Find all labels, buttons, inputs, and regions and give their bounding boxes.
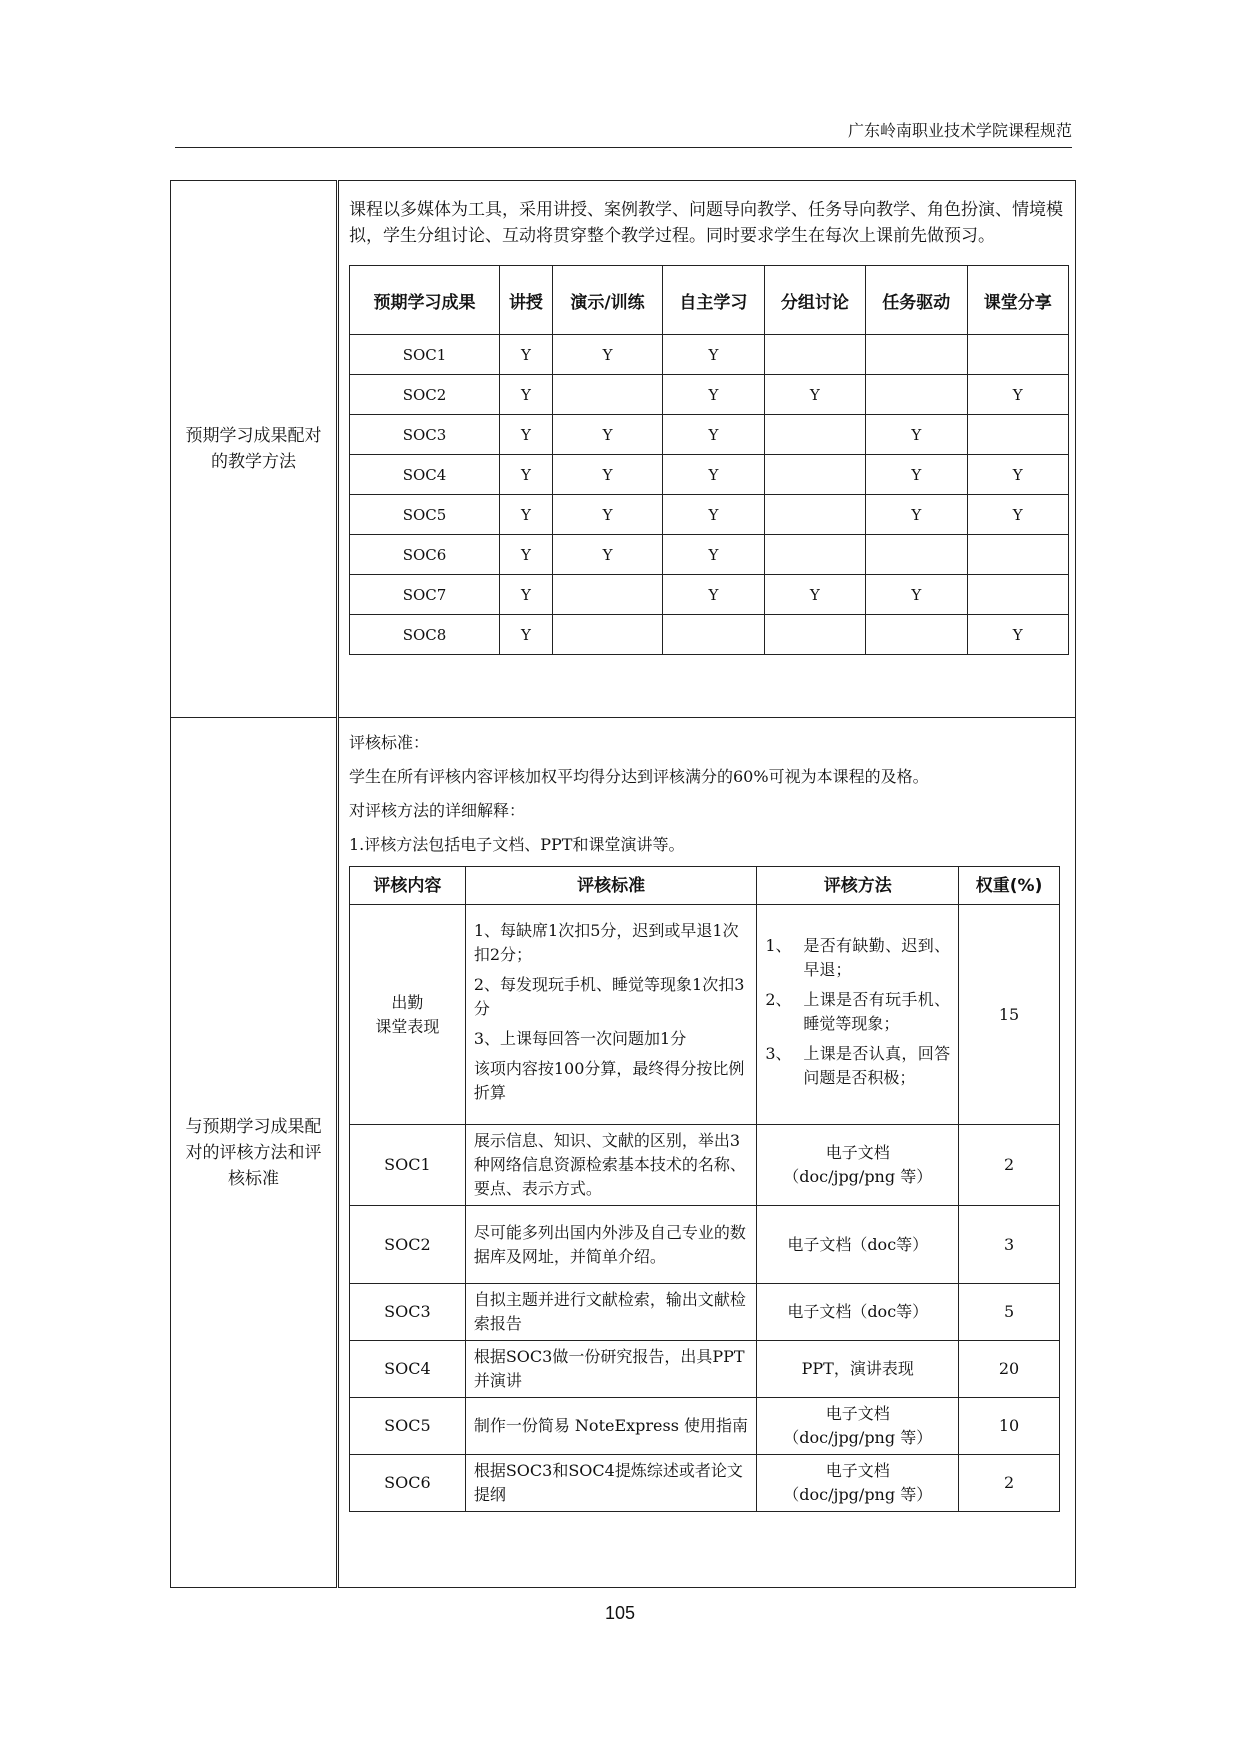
- soc-methods-row: [350, 415, 1069, 455]
- teaching-methods-row: [171, 181, 1076, 718]
- soc-method-mark-cell: Y: [967, 375, 1068, 415]
- soc-methods-column-header: 自主学习: [663, 266, 764, 335]
- soc-method-mark-cell: Y: [500, 375, 553, 415]
- soc-method-mark-cell: [663, 615, 764, 655]
- soc-method-mark-cell: Y: [866, 575, 967, 615]
- assessment-weight-cell: 3: [959, 1206, 1060, 1284]
- soc-method-mark-cell: Y: [663, 375, 764, 415]
- soc-methods-column-header: 课堂分享: [967, 266, 1068, 335]
- assessment-table: [349, 866, 1060, 1512]
- assessment-method-cell: [757, 1398, 959, 1455]
- assessment-content-cell: SOC1: [350, 1125, 466, 1206]
- attendance-row: [350, 905, 1060, 1125]
- soc-method-mark-cell: [552, 375, 662, 415]
- soc-methods-column-header: 任务驱动: [866, 266, 967, 335]
- assessment-content-cell: SOC3: [350, 1284, 466, 1341]
- teaching-intro: 课程以多媒体为工具，采用讲授、案例教学、问题导向教学、任务导向教学、角色扮演、情境模拟，学生分组讨论、互动将贯穿整个教学过程。同时要求学生在每次上课前先做预习。: [349, 200, 1063, 246]
- assessment-method-line: （doc/jpg/png 等）: [783, 1485, 933, 1504]
- assessment-weight-cell: 10: [959, 1398, 1060, 1455]
- attendance-standard-item: 该项内容按100分算，最终得分按比例折算: [473, 1058, 745, 1102]
- assessment-method-line: PPT，演讲表现: [801, 1359, 914, 1378]
- class-performance-label: 课堂表现: [375, 1016, 440, 1036]
- soc-method-mark-cell: Y: [967, 615, 1068, 655]
- assessment-label: 与预期学习成果配对的评核方法和评核标准: [185, 1116, 322, 1189]
- soc-method-mark-cell: [967, 575, 1068, 615]
- assessment-row-item: [350, 1206, 1060, 1284]
- soc-label-cell: SOC3: [350, 415, 500, 455]
- soc-method-mark-cell: Y: [663, 415, 764, 455]
- method-explanation-heading: 对评核方法的详细解释：: [349, 801, 526, 820]
- assessment-content-cell: SOC4: [350, 1341, 466, 1398]
- assessment-row: [171, 718, 1076, 1588]
- soc-method-mark-cell: Y: [764, 375, 865, 415]
- attendance-weight: 15: [959, 905, 1060, 1125]
- soc-method-mark-cell: Y: [552, 535, 662, 575]
- pass-criteria-text: 学生在所有评核内容评核加权平均得分达到评核满分的60%可视为本课程的及格。: [349, 767, 929, 786]
- attendance-label: 出勤: [391, 992, 424, 1012]
- page-number: 105: [604, 1603, 636, 1623]
- assessment-row-item: [350, 1341, 1060, 1398]
- assessment-row-item: [350, 1125, 1060, 1206]
- soc-methods-column-header: 讲授: [500, 266, 553, 335]
- soc-method-mark-cell: [967, 335, 1068, 375]
- soc-method-mark-cell: [967, 415, 1068, 455]
- soc-method-mark-cell: [764, 495, 865, 535]
- soc-label-cell: SOC5: [350, 495, 500, 535]
- soc-method-mark-cell: [764, 335, 865, 375]
- soc-label-cell: SOC8: [350, 615, 500, 655]
- soc-methods-column-header: 分组讨论: [764, 266, 865, 335]
- assessment-standard-cell: 制作一份简易 NoteExpress 使用指南: [465, 1398, 757, 1455]
- assessment-standard-cell: 根据SOC3和SOC4提炼综述或者论文提纲: [465, 1455, 757, 1512]
- assessment-content: [338, 718, 1076, 1588]
- soc-method-mark-cell: Y: [500, 415, 553, 455]
- soc-method-mark-cell: [866, 335, 967, 375]
- soc-method-mark-cell: Y: [663, 335, 764, 375]
- teaching-methods-label-cell: [171, 181, 338, 718]
- soc-methods-row: [350, 535, 1069, 575]
- assessment-weight-cell: 5: [959, 1284, 1060, 1341]
- assessment-method-cell: [757, 1125, 959, 1206]
- assessment-weight-cell: 2: [959, 1455, 1060, 1512]
- assessment-standard-cell: 尽可能多列出国内外涉及自己专业的数据库及网址，并简单介绍。: [465, 1206, 757, 1284]
- soc-method-mark-cell: Y: [866, 495, 967, 535]
- soc-method-mark-cell: [866, 535, 967, 575]
- header-rule: [175, 147, 1072, 148]
- soc-label-cell: SOC2: [350, 375, 500, 415]
- assessment-method-line: 电子文档: [825, 1404, 890, 1423]
- assessment-label-cell: [171, 718, 338, 1588]
- soc-method-mark-cell: Y: [500, 495, 553, 535]
- assessment-standard-cell: 展示信息、知识、文献的区别，举出3种网络信息资源检索基本技术的名称、要点、表示方式。: [465, 1125, 757, 1206]
- soc-method-mark-cell: Y: [663, 575, 764, 615]
- assessment-row-item: [350, 1455, 1060, 1512]
- teaching-methods-label: 预期学习成果配对的教学方法: [185, 426, 322, 472]
- soc-method-mark-cell: Y: [663, 455, 764, 495]
- soc-method-mark-cell: Y: [500, 575, 553, 615]
- assessment-method-cell: [757, 1455, 959, 1512]
- soc-method-mark-cell: [866, 375, 967, 415]
- soc-methods-row: [350, 375, 1069, 415]
- soc-methods-row: [350, 615, 1069, 655]
- assessment-column-header: 评核内容: [350, 867, 466, 905]
- soc-method-mark-cell: Y: [500, 535, 553, 575]
- assessment-row-item: [350, 1284, 1060, 1341]
- attendance-method: [757, 905, 959, 1125]
- assessment-method-line: 电子文档（doc等）: [787, 1302, 929, 1321]
- soc-label-cell: SOC6: [350, 535, 500, 575]
- soc-method-mark-cell: Y: [764, 575, 865, 615]
- attendance-method-item: 1、 是否有缺勤、迟到、早退；: [765, 935, 951, 979]
- assessment-standard-cell: 自拟主题并进行文献检索，输出文献检索报告: [465, 1284, 757, 1341]
- soc-method-mark-cell: [764, 535, 865, 575]
- soc-method-mark-cell: Y: [500, 335, 553, 375]
- assessment-content-cell: SOC2: [350, 1206, 466, 1284]
- soc-methods-table: [349, 265, 1069, 655]
- assessment-content-cell: SOC6: [350, 1455, 466, 1512]
- assessment-method-cell: [757, 1341, 959, 1398]
- soc-method-mark-cell: Y: [552, 455, 662, 495]
- soc-label-cell: SOC1: [350, 335, 500, 375]
- soc-method-mark-cell: [764, 615, 865, 655]
- method-explanation-text: 1.评核方法包括电子文档、PPT和课堂演讲等。: [349, 835, 685, 854]
- assessment-method-line: 电子文档: [825, 1143, 890, 1162]
- soc-method-mark-cell: Y: [500, 455, 553, 495]
- assessment-method-line: （doc/jpg/png 等）: [783, 1167, 933, 1186]
- soc-method-mark-cell: Y: [552, 415, 662, 455]
- assessment-weight-cell: 2: [959, 1125, 1060, 1206]
- soc-method-mark-cell: Y: [967, 495, 1068, 535]
- soc-method-mark-cell: [764, 415, 865, 455]
- attendance-method-item: 3、 上课是否认真，回答问题是否积极；: [765, 1043, 951, 1087]
- assessment-method-line: 电子文档: [825, 1461, 890, 1480]
- assessment-standard-cell: 根据SOC3做一份研究报告，出具PPT并演讲: [465, 1341, 757, 1398]
- attendance-content: [350, 905, 466, 1125]
- soc-method-mark-cell: Y: [866, 455, 967, 495]
- soc-method-mark-cell: [552, 575, 662, 615]
- assessment-column-header: 权重(%): [959, 867, 1060, 905]
- soc-method-mark-cell: Y: [552, 495, 662, 535]
- assessment-standard-heading: 评核标准：: [349, 733, 430, 752]
- assessment-method-cell: [757, 1206, 959, 1284]
- assessment-method-cell: [757, 1284, 959, 1341]
- soc-label-cell: SOC4: [350, 455, 500, 495]
- soc-method-mark-cell: [967, 535, 1068, 575]
- assessment-column-header: 评核标准: [465, 867, 757, 905]
- course-spec-table: [170, 180, 1076, 1588]
- soc-methods-column-header: 预期学习成果: [350, 266, 500, 335]
- attendance-standard-item: 3、上课每回答一次问题加1分: [473, 1028, 687, 1048]
- attendance-method-item: 2、 上课是否有玩手机、睡觉等现象；: [765, 989, 951, 1033]
- soc-methods-column-header: 演示/训练: [552, 266, 662, 335]
- soc-methods-row: [350, 335, 1069, 375]
- soc-methods-row: [350, 455, 1069, 495]
- soc-method-mark-cell: Y: [500, 615, 553, 655]
- attendance-standard: [465, 905, 757, 1125]
- soc-method-mark-cell: Y: [967, 455, 1068, 495]
- soc-label-cell: SOC7: [350, 575, 500, 615]
- assessment-weight-cell: 20: [959, 1341, 1060, 1398]
- assessment-method-line: （doc/jpg/png 等）: [783, 1428, 933, 1447]
- teaching-methods-content: [338, 181, 1076, 718]
- soc-methods-row: [350, 575, 1069, 615]
- assessment-method-line: 电子文档（doc等）: [787, 1234, 929, 1254]
- assessment-row-item: [350, 1398, 1060, 1455]
- soc-method-mark-cell: Y: [866, 415, 967, 455]
- soc-method-mark-cell: Y: [552, 335, 662, 375]
- soc-method-mark-cell: [866, 615, 967, 655]
- soc-method-mark-cell: Y: [663, 535, 764, 575]
- soc-methods-row: [350, 495, 1069, 535]
- page-header: 广东岭南职业技术学院课程规范: [847, 121, 1072, 140]
- assessment-content-cell: SOC5: [350, 1398, 466, 1455]
- soc-method-mark-cell: [552, 615, 662, 655]
- soc-method-mark-cell: [764, 455, 865, 495]
- attendance-standard-item: 1、每缺席1次扣5分，迟到或早退1次扣2分；: [473, 920, 739, 964]
- soc-method-mark-cell: Y: [663, 495, 764, 535]
- assessment-column-header: 评核方法: [757, 867, 959, 905]
- attendance-standard-item: 2、每发现玩手机、睡觉等现象1次扣3分: [473, 974, 745, 1018]
